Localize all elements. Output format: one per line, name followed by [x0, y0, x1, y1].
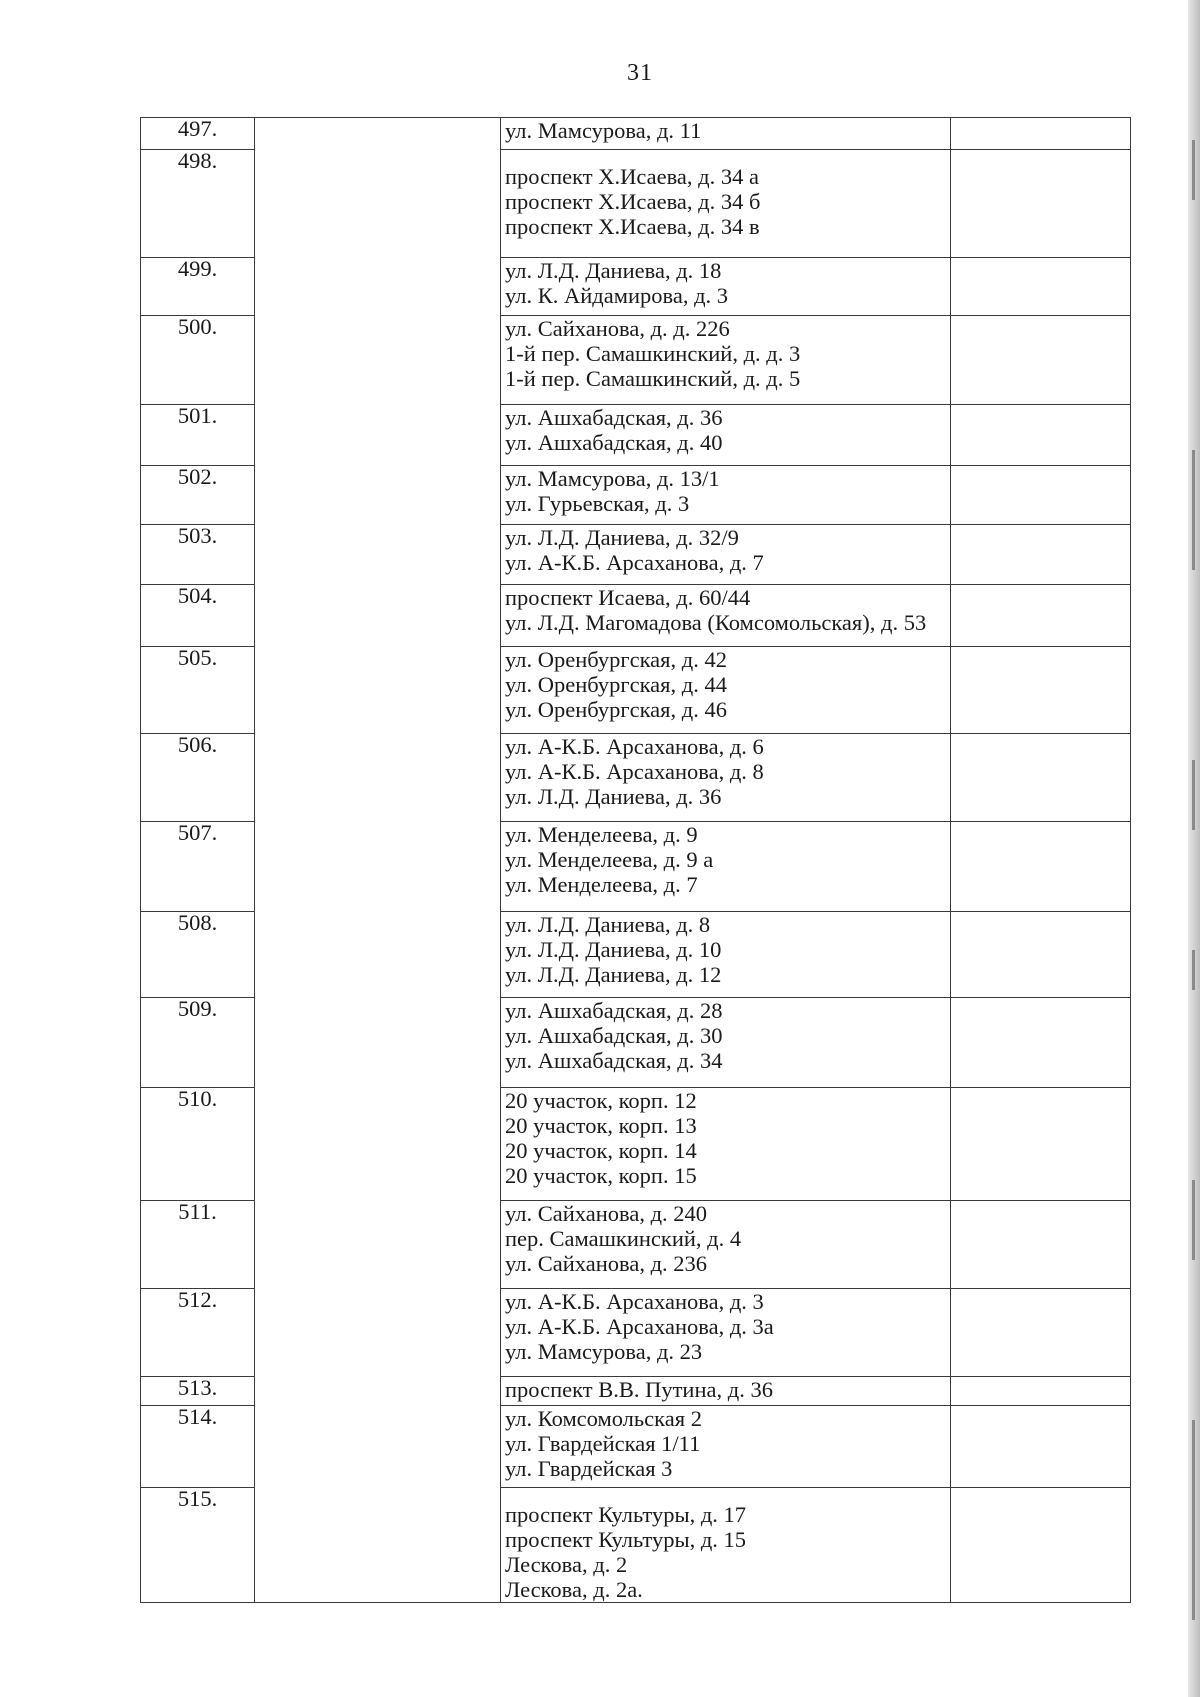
- note-cell: [951, 1406, 1131, 1488]
- row-number: 509.: [177, 996, 218, 1021]
- address-cell: [501, 1201, 951, 1289]
- table-row: [141, 1289, 1131, 1377]
- row-number: 511.: [178, 1199, 217, 1224]
- row-number-cell: [141, 118, 255, 150]
- address-line: ул. Сайханова, д. д. 226: [505, 316, 730, 341]
- table-row: [141, 1377, 1131, 1406]
- address-line: проспект Х.Исаева, д. 34 а: [505, 164, 759, 189]
- row-number: 501.: [177, 403, 218, 428]
- address-line: ул. А-К.Б. Арсаханова, д. 8: [505, 759, 764, 784]
- address-line: ул. Ашхабадская, д. 40: [505, 430, 723, 455]
- organization-cell: [255, 1289, 501, 1377]
- address-line: проспект Культуры, д. 15: [505, 1527, 747, 1552]
- address-line: ул. К. Айдамирова, д. 3: [505, 283, 729, 308]
- row-number-cell: [141, 1088, 255, 1201]
- address-line: ул. Мамсурова, д. 11: [505, 118, 702, 143]
- note-cell: [951, 466, 1131, 525]
- address-line: ул. Л.Д. Даниева, д. 12: [505, 962, 722, 987]
- address-line: 20 участок, корп. 12: [505, 1088, 697, 1113]
- table-row: [141, 405, 1131, 466]
- note-cell: [951, 118, 1131, 150]
- address-line: проспект Х.Исаева, д. 34 в: [505, 214, 760, 239]
- note-cell: [951, 1201, 1131, 1289]
- row-number: 505.: [177, 645, 218, 670]
- address-line: ул. Гвардейская 1/11: [505, 1431, 701, 1456]
- note-cell: [951, 1377, 1131, 1406]
- address-cell: [501, 1488, 951, 1603]
- row-number: 507.: [177, 820, 218, 845]
- row-number-cell: [141, 1201, 255, 1289]
- row-number-cell: [141, 466, 255, 525]
- address-line: ул. Л.Д. Даниева, д. 18: [505, 258, 722, 283]
- row-number-cell: [141, 1488, 255, 1603]
- address-line: ул. Оренбургская, д. 46: [505, 697, 727, 722]
- address-cell: [501, 585, 951, 647]
- row-number-cell: [141, 998, 255, 1088]
- address-table: [140, 117, 1131, 1603]
- address-cell: [501, 405, 951, 466]
- address-line: 1-й пер. Самашкинский, д. д. 5: [505, 366, 801, 391]
- row-number: 510.: [177, 1086, 218, 1111]
- table-row: [141, 525, 1131, 585]
- row-number-cell: [141, 525, 255, 585]
- address-line: ул. Л.Д. Даниева, д. 36: [505, 784, 722, 809]
- address-cell: [501, 647, 951, 734]
- address-line: Лескова, д. 2а.: [505, 1577, 643, 1602]
- organization-cell: [255, 316, 501, 405]
- note-cell: [951, 998, 1131, 1088]
- address-cell: [501, 150, 951, 258]
- note-cell: [951, 525, 1131, 585]
- address-line: ул. Оренбургская, д. 42: [505, 647, 727, 672]
- address-line: ул. Ашхабадская, д. 28: [505, 998, 723, 1023]
- row-number-cell: [141, 405, 255, 466]
- table-row: [141, 1201, 1131, 1289]
- organization-cell: [255, 118, 501, 150]
- row-number: 504.: [177, 583, 218, 608]
- address-line: ул. А-К.Б. Арсаханова, д. 6: [505, 734, 764, 759]
- address-cell: [501, 734, 951, 822]
- organization-cell: [255, 585, 501, 647]
- address-line: ул. Л.Д. Даниева, д. 10: [505, 937, 722, 962]
- row-number-cell: [141, 1406, 255, 1488]
- address-cell: [501, 822, 951, 912]
- organization-cell: [255, 912, 501, 998]
- row-number-cell: [141, 1289, 255, 1377]
- address-line: ул. Л.Д. Магомадова (Комсомольская), д. 53: [505, 610, 927, 635]
- address-line: проспект В.В. Путина, д. 36: [505, 1377, 773, 1402]
- note-cell: [951, 912, 1131, 998]
- row-number-cell: [141, 822, 255, 912]
- address-line: ул. Комсомольская 2: [505, 1406, 702, 1431]
- row-number: 500.: [177, 314, 218, 339]
- address-cell: [501, 1088, 951, 1201]
- organization-cell: [255, 1377, 501, 1406]
- organization-cell: [255, 822, 501, 912]
- address-line: 20 участок, корп. 14: [505, 1138, 697, 1163]
- organization-cell: [255, 405, 501, 466]
- table-row: [141, 316, 1131, 405]
- address-cell: [501, 1406, 951, 1488]
- address-cell: [501, 525, 951, 585]
- address-line: ул. А-К.Б. Арсаханова, д. 3: [505, 1289, 764, 1314]
- row-number: 506.: [177, 732, 218, 757]
- address-line: 20 участок, корп. 15: [505, 1163, 697, 1188]
- organization-cell: [255, 1406, 501, 1488]
- scan-edge-artifact: [1188, 0, 1200, 1697]
- organization-cell: [255, 466, 501, 525]
- row-number: 512.: [177, 1287, 218, 1312]
- table-row: [141, 258, 1131, 316]
- note-cell: [951, 1488, 1131, 1603]
- address-line: ул. А-К.Б. Арсаханова, д. 3а: [505, 1314, 774, 1339]
- note-cell: [951, 1088, 1131, 1201]
- address-line: ул. Ашхабадская, д. 34: [505, 1048, 723, 1073]
- address-line: ул. Мамсурова, д. 23: [505, 1339, 703, 1364]
- address-line: ул. Сайханова, д. 236: [505, 1251, 708, 1276]
- address-line: Лескова, д. 2: [505, 1552, 628, 1577]
- row-number-cell: [141, 734, 255, 822]
- note-cell: [951, 647, 1131, 734]
- address-line: ул. Менделеева, д. 9: [505, 822, 698, 847]
- table-row: [141, 998, 1131, 1088]
- organization-cell: [255, 1201, 501, 1289]
- row-number: 513.: [177, 1375, 218, 1400]
- address-cell: [501, 466, 951, 525]
- address-cell: [501, 258, 951, 316]
- note-cell: [951, 316, 1131, 405]
- table-row: [141, 1088, 1131, 1201]
- row-number: 508.: [177, 910, 218, 935]
- organization-cell: [255, 1088, 501, 1201]
- table-row: [141, 118, 1131, 150]
- organization-cell: [255, 258, 501, 316]
- row-number: 502.: [177, 464, 218, 489]
- organization-cell: [255, 150, 501, 258]
- address-cell: [501, 118, 951, 150]
- address-line: ул. Менделеева, д. 7: [505, 872, 698, 897]
- address-line: ул. Л.Д. Даниева, д. 32/9: [505, 525, 739, 550]
- row-number: 514.: [177, 1404, 218, 1429]
- table-body: [141, 118, 1131, 1603]
- note-cell: [951, 734, 1131, 822]
- table-row: [141, 822, 1131, 912]
- table-row: [141, 647, 1131, 734]
- row-number-cell: [141, 1377, 255, 1406]
- address-line: проспект Х.Исаева, д. 34 б: [505, 189, 761, 214]
- row-number: 498.: [177, 148, 218, 173]
- row-number: 497.: [177, 116, 218, 141]
- note-cell: [951, 1289, 1131, 1377]
- organization-cell: [255, 647, 501, 734]
- row-number-cell: [141, 585, 255, 647]
- note-cell: [951, 585, 1131, 647]
- address-line: ул. Гвардейская 3: [505, 1456, 673, 1481]
- address-line: пер. Самашкинский, д. 4: [505, 1226, 742, 1251]
- row-number: 515.: [177, 1486, 218, 1511]
- address-cell: [501, 1377, 951, 1406]
- table-row: [141, 466, 1131, 525]
- address-line: ул. Сайханова, д. 240: [505, 1201, 708, 1226]
- note-cell: [951, 822, 1131, 912]
- row-number-cell: [141, 316, 255, 405]
- organization-cell: [255, 525, 501, 585]
- row-number-cell: [141, 258, 255, 316]
- row-number: 499.: [177, 256, 218, 281]
- table-row: [141, 1406, 1131, 1488]
- row-number-cell: [141, 647, 255, 734]
- address-line: ул. Л.Д. Даниева, д. 8: [505, 912, 711, 937]
- table-row: [141, 585, 1131, 647]
- table-row: [141, 734, 1131, 822]
- address-line: ул. Менделеева, д. 9 а: [505, 847, 714, 872]
- note-cell: [951, 405, 1131, 466]
- table-row: [141, 912, 1131, 998]
- address-line: ул. Ашхабадская, д. 30: [505, 1023, 723, 1048]
- address-line: проспект Культуры, д. 17: [505, 1502, 747, 1527]
- address-line: ул. Гурьевская, д. 3: [505, 491, 690, 516]
- address-cell: [501, 316, 951, 405]
- address-line: ул. Мамсурова, д. 13/1: [505, 466, 720, 491]
- address-line: ул. А-К.Б. Арсаханова, д. 7: [505, 550, 764, 575]
- page-number: 31: [627, 60, 653, 86]
- organization-cell: [255, 1488, 501, 1603]
- row-number-cell: [141, 912, 255, 998]
- address-line: ул. Ашхабадская, д. 36: [505, 405, 723, 430]
- note-cell: [951, 258, 1131, 316]
- address-cell: [501, 912, 951, 998]
- organization-cell: [255, 734, 501, 822]
- address-cell: [501, 998, 951, 1088]
- organization-cell: [255, 998, 501, 1088]
- note-cell: [951, 150, 1131, 258]
- row-number: 503.: [177, 523, 218, 548]
- row-number-cell: [141, 150, 255, 258]
- table-row: [141, 1488, 1131, 1603]
- address-cell: [501, 1289, 951, 1377]
- address-line: 1-й пер. Самашкинский, д. д. 3: [505, 341, 801, 366]
- address-line: проспект Исаева, д. 60/44: [505, 585, 751, 610]
- address-line: 20 участок, корп. 13: [505, 1113, 697, 1138]
- table-row: [141, 150, 1131, 258]
- address-line: ул. Оренбургская, д. 44: [505, 672, 727, 697]
